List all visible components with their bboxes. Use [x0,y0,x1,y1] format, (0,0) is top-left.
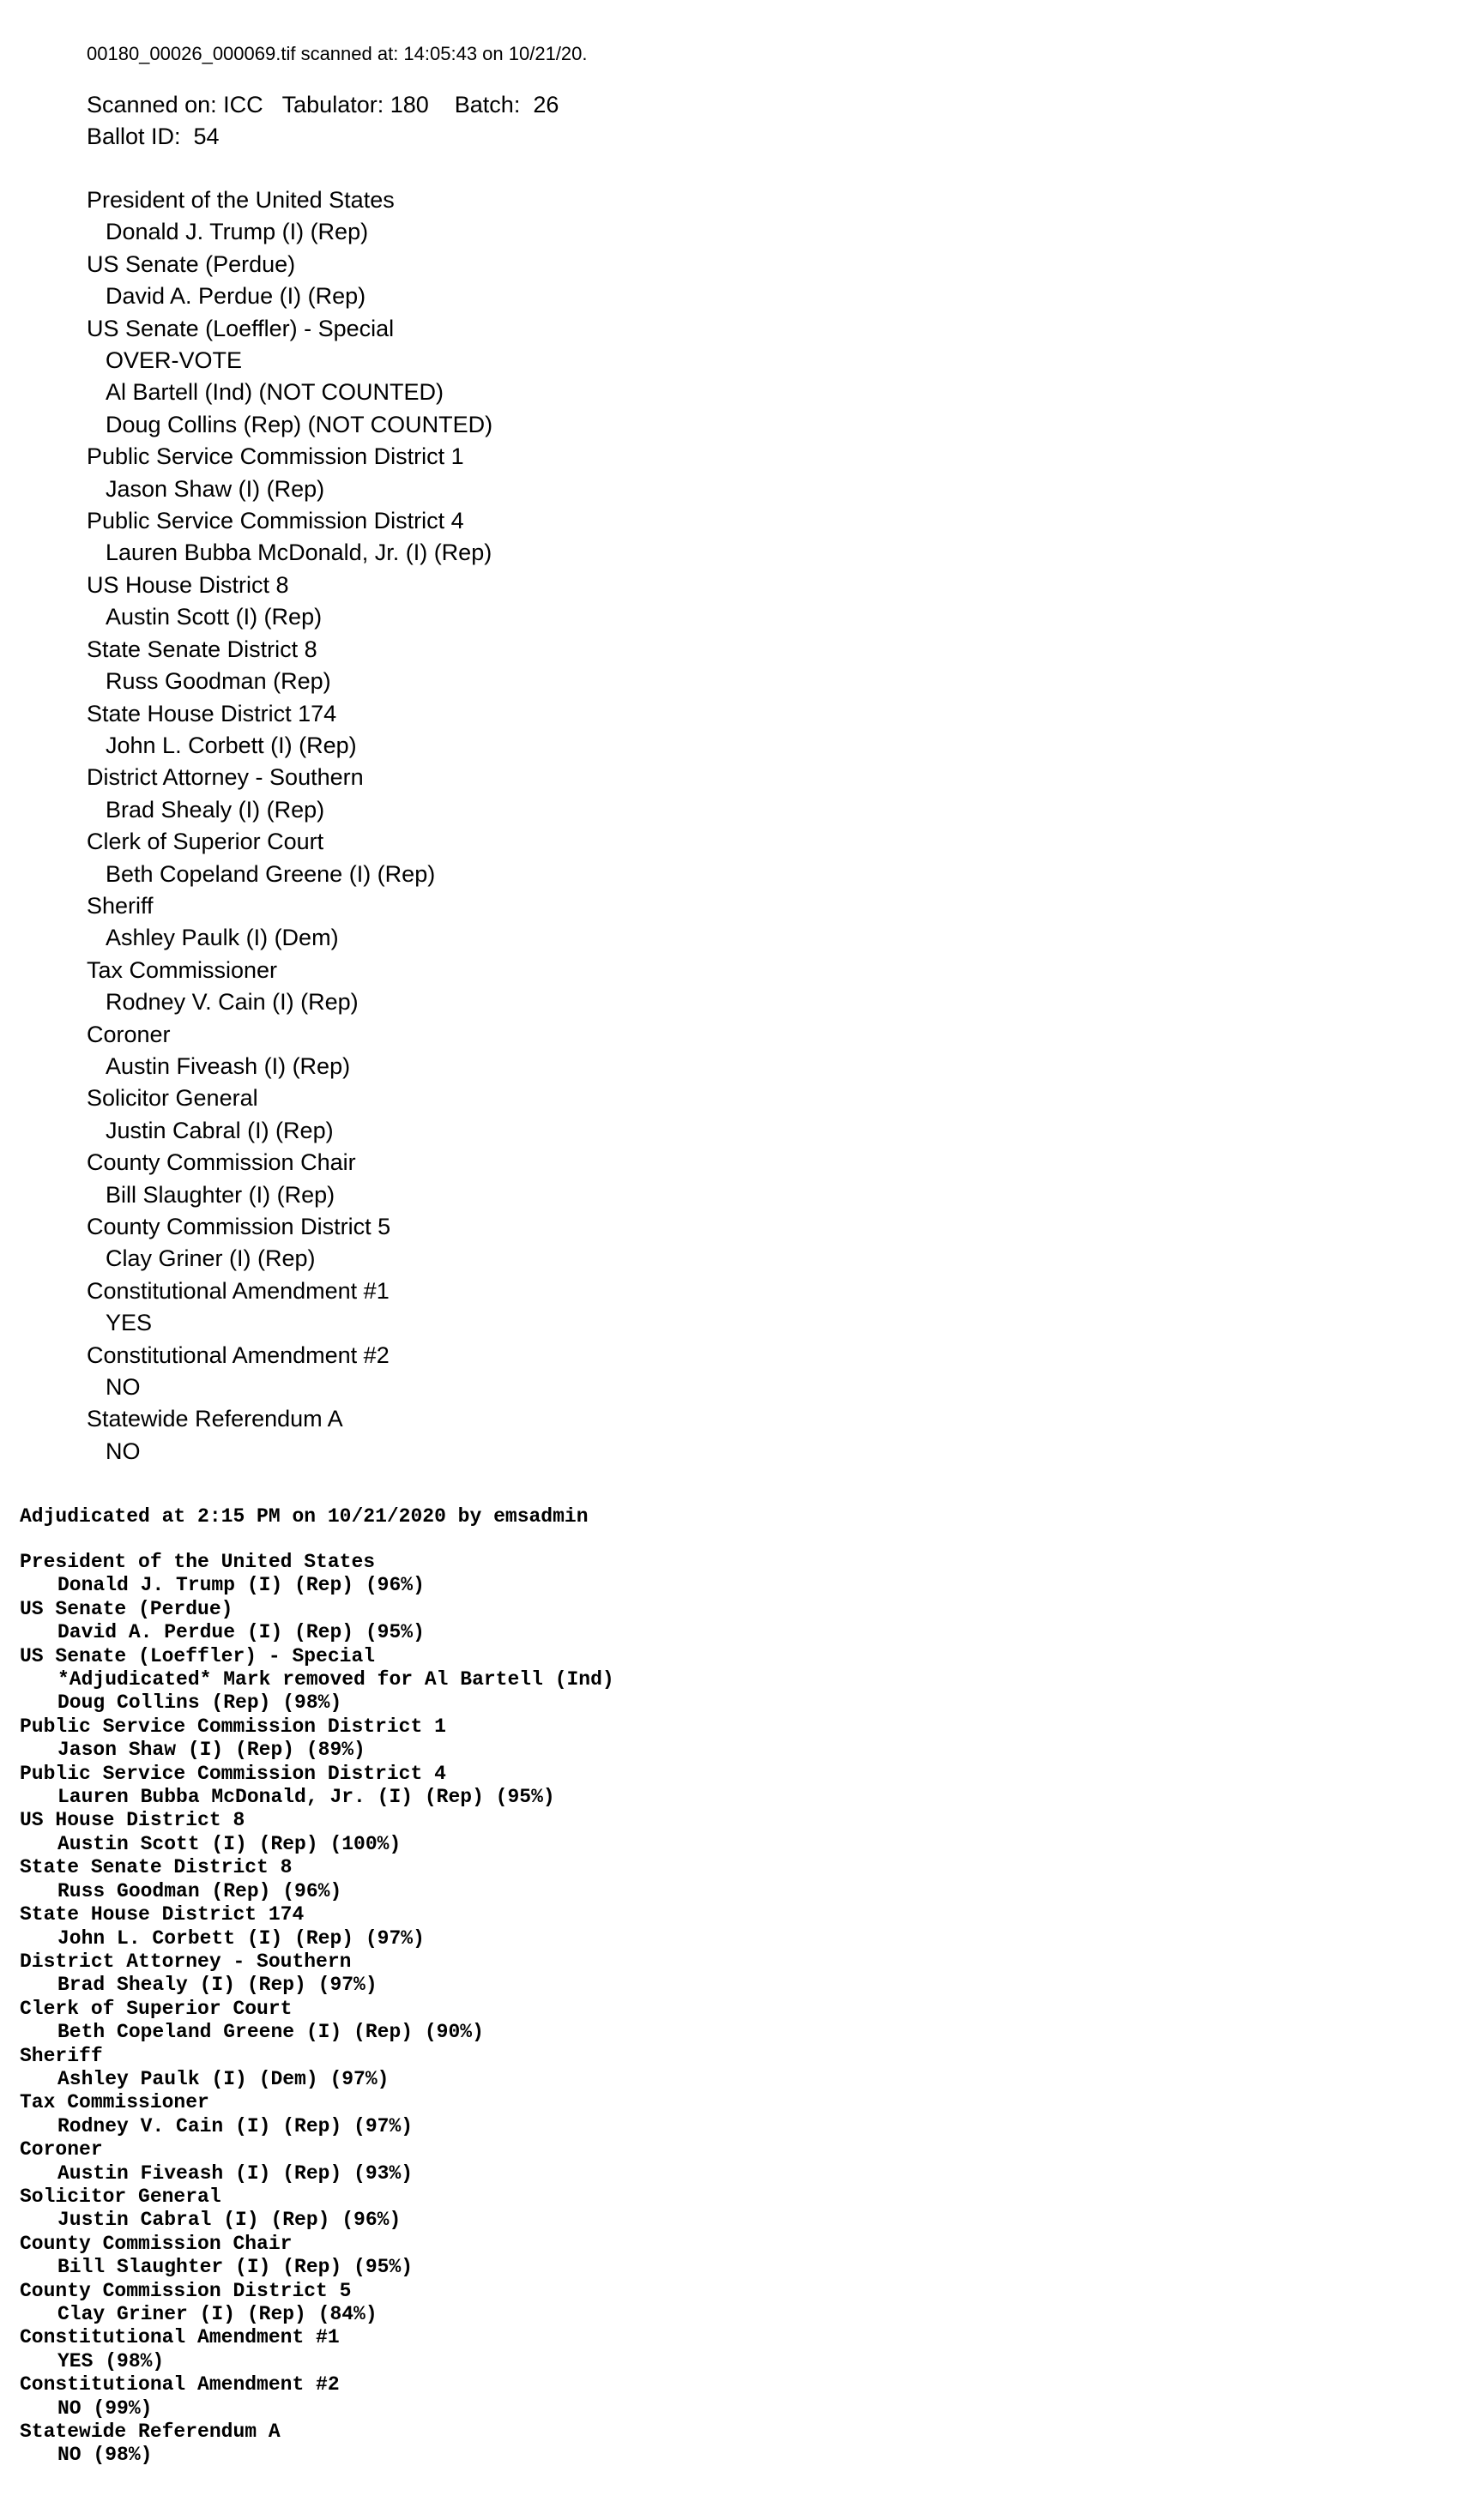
adjudication-choice: Donald J. Trump (I) (Rep) (96%) [57,1574,425,1597]
ballot-id-line: Ballot ID: 54 [87,124,220,149]
adjudication-race-title: Tax Commissioner [20,2091,209,2114]
adjudication-race-title: District Attorney - Southern [20,1950,352,1973]
scan-choice: NO [106,1374,141,1401]
adjudication-race-title: US Senate (Perdue) [20,1597,233,1620]
scan-choice: Donald J. Trump (I) (Rep) [106,219,369,245]
scan-choice: Jason Shaw (I) (Rep) [106,475,325,502]
adjudication-report [20,1504,1393,2468]
scan-choice: Lauren Bubba McDonald, Jr. (I) (Rep) [106,540,492,566]
adjudication-choice: Brad Shealy (I) (Rep) (97%) [57,1974,378,1997]
scan-choice: Clay Griner (I) (Rep) [106,1245,316,1272]
adjudication-race-title: US Senate (Loeffler) - Special [20,1644,376,1667]
scan-race-title: Public Service Commission District 1 [87,443,464,470]
scan-choice: Bill Slaughter (I) (Rep) [106,1181,335,1208]
scan-race-title: US Senate (Loeffler) - Special [87,315,395,341]
adjudication-race-title: County Commission Chair [20,2232,293,2255]
adjudication-race-title: Public Service Commission District 4 [20,1762,446,1785]
scan-choice: Rodney V. Cain (I) (Rep) [106,989,359,1016]
adjudication-race-title: Statewide Referendum A [20,2421,281,2444]
scan-choice: YES [106,1310,153,1336]
adjudication-choice: Austin Fiveash (I) (Rep) (93%) [57,2161,414,2185]
scan-choice: NO [106,1438,141,1464]
adjudication-choice: NO (99%) [57,2396,153,2420]
scan-race-title: County Commission District 5 [87,1214,391,1239]
adjudication-race-title: State Senate District 8 [20,1856,293,1879]
scan-choice: Al Bartell (Ind) (NOT COUNTED) [106,379,444,406]
adjudication-results-list [20,1551,1393,2468]
adjudication-race-title: President of the United States [20,1551,376,1573]
scan-race-title: President of the United States [87,187,395,213]
scan-choice: Beth Copeland Greene (I) (Rep) [106,860,436,887]
adjudication-choice: Austin Scott (I) (Rep) (100%) [57,1832,402,1855]
adjudication-race-title: Constitutional Amendment #2 [20,2373,340,2396]
adjudication-race-title: Sheriff [20,2044,103,2067]
scan-choice: Ashley Paulk (I) (Dem) [106,925,339,951]
adjudication-choice: David A. Perdue (I) (Rep) (95%) [57,1621,425,1644]
adjudication-race-title: Solicitor General [20,2185,221,2208]
adjudication-race-title: Public Service Commission District 1 [20,1715,446,1738]
scan-race-title: US Senate (Perdue) [87,250,296,277]
scan-report [87,39,1374,1468]
scan-race-title: District Attorney - Southern [87,764,364,791]
adjudication-choice: Russ Goodman (Rep) (96%) [57,1879,342,1902]
adjudication-choice: Lauren Bubba McDonald, Jr. (I) (Rep) (95%) [57,1786,555,1809]
scan-race-title: Constitutional Amendment #1 [87,1277,390,1304]
scan-choice: OVER-VOTE [106,347,243,374]
adjudication-choice: *Adjudicated* Mark removed for Al Bartell (Ind) [57,1668,614,1691]
scan-race-title: Tax Commissioner [87,956,278,983]
adjudication-choice: Justin Cabral (I) (Rep) (96%) [57,2209,402,2232]
scan-race-title: Statewide Referendum A [87,1406,343,1432]
scan-race-title: Solicitor General [87,1085,258,1112]
scan-info-line: Scanned on: ICC Tabulator: 180 Batch: 26 [87,92,559,118]
scan-choice: Austin Fiveash (I) (Rep) [106,1052,351,1079]
scan-race-title: Clerk of Superior Court [87,829,324,855]
adjudication-race-title: Constitutional Amendment #1 [20,2326,340,2349]
adjudication-choice: Jason Shaw (I) (Rep) (89%) [57,1739,366,1762]
scan-choice: Justin Cabral (I) (Rep) [106,1117,334,1143]
adjudication-choice: NO (98%) [57,2444,153,2467]
adjudication-choice: Rodney V. Cain (I) (Rep) (97%) [57,2114,414,2137]
adjudication-choice: Clay Griner (I) (Rep) (84%) [57,2303,378,2325]
scan-filename-line: 00180_00026_000069.tif scanned at: 14:05:43 on 10/21/20. [87,43,588,64]
scan-race-title: County Commission Chair [87,1149,356,1176]
adjudication-race-title: Coroner [20,2138,103,2161]
adjudication-choice: Beth Copeland Greene (I) (Rep) (90%) [57,2021,484,2044]
scan-choice: John L. Corbett (I) (Rep) [106,732,357,758]
adjudication-race-title: County Commission District 5 [20,2279,352,2302]
scan-race-title: US House District 8 [87,571,289,598]
scan-race-title: Constitutional Amendment #2 [87,1341,390,1368]
scan-choice: Austin Scott (I) (Rep) [106,604,323,630]
adjudication-choice: Ashley Paulk (I) (Dem) (97%) [57,2067,390,2090]
scan-choice: Doug Collins (Rep) (NOT COUNTED) [106,411,493,437]
adjudication-choice: YES (98%) [57,2349,165,2372]
scan-race-title: State House District 174 [87,700,337,726]
scan-race-title: Public Service Commission District 4 [87,508,464,534]
scan-choice: David A. Perdue (I) (Rep) [106,283,366,310]
scan-race-title: Coroner [87,1021,171,1047]
adjudication-race-title: Clerk of Superior Court [20,1997,293,2020]
scan-race-title: State Senate District 8 [87,636,317,662]
adjudication-header: Adjudicated at 2:15 PM on 10/21/2020 by emsadmin [20,1505,589,1528]
adjudication-choice: Doug Collins (Rep) (98%) [57,1691,342,1715]
scan-results-list [87,184,1374,1468]
scan-choice: Brad Shealy (I) (Rep) [106,796,325,823]
adjudication-race-title: US House District 8 [20,1809,245,1832]
adjudication-choice: Bill Slaughter (I) (Rep) (95%) [57,2256,414,2279]
scan-choice: Russ Goodman (Rep) [106,668,331,695]
adjudication-race-title: State House District 174 [20,1903,305,1926]
adjudication-choice: John L. Corbett (I) (Rep) (97%) [57,1926,425,1950]
scan-race-title: Sheriff [87,892,154,919]
